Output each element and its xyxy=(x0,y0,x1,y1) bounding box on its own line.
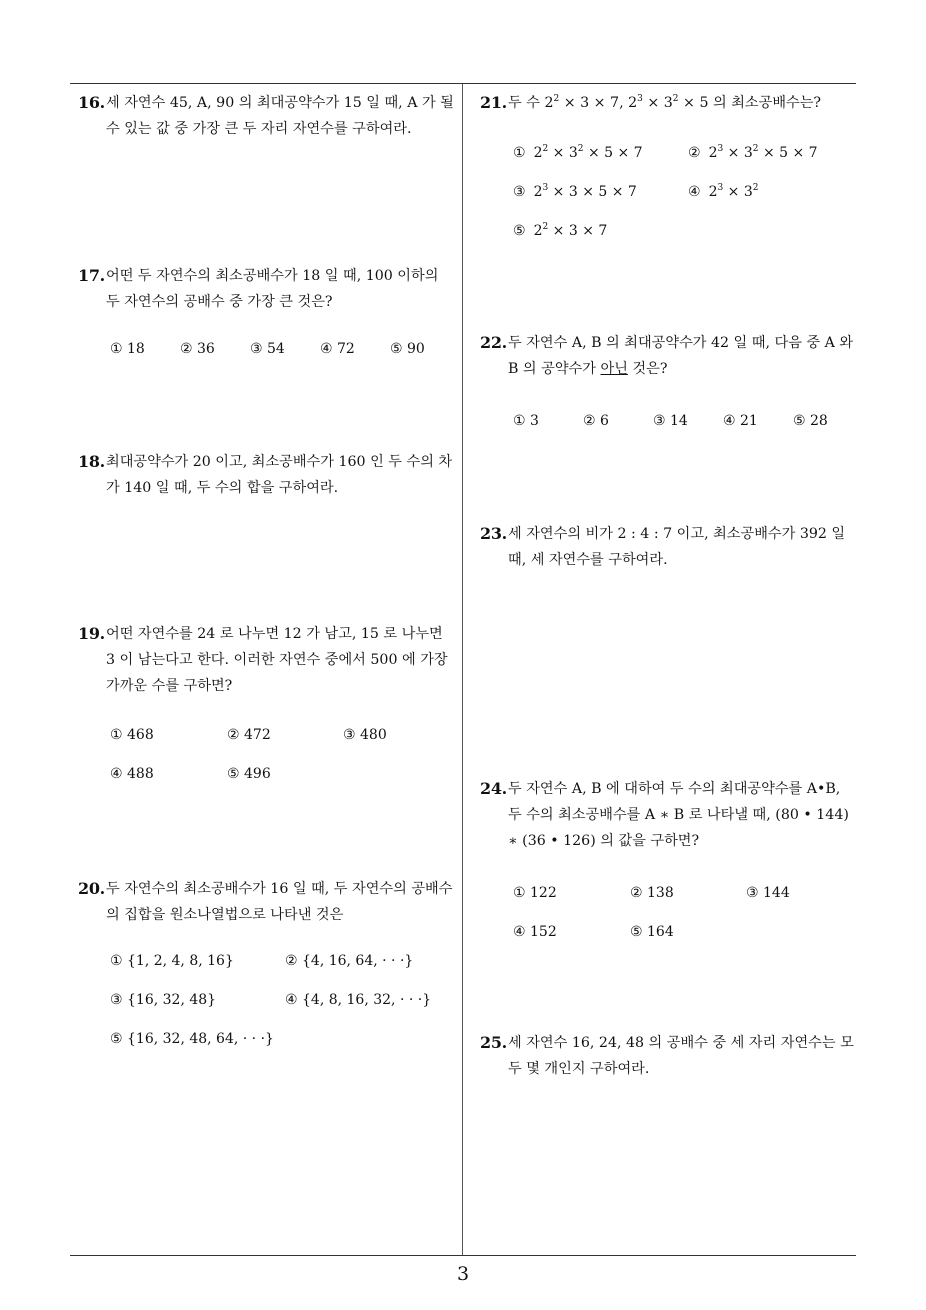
choice-4[interactable]: ④ 72 xyxy=(320,341,355,357)
question-number: 16. xyxy=(78,93,105,112)
choice-1[interactable]: ① 18 xyxy=(110,341,145,357)
column-divider xyxy=(462,84,463,1256)
top-rule xyxy=(70,83,856,84)
choice-3[interactable]: ③ 14 xyxy=(653,413,688,429)
question-22 xyxy=(480,330,858,382)
question-number: 21. xyxy=(480,93,507,112)
choice-5[interactable]: ⑤ $2^2 \times 3 \times 7$ xyxy=(513,222,608,239)
choice-4[interactable]: ④ $2^3 \times 3^2$ xyxy=(688,183,759,200)
choice-5[interactable]: ⑤ 28 xyxy=(793,413,828,429)
question-16 xyxy=(78,90,456,142)
choice-1[interactable]: ① $2^2 \times 3^2 \times 5 \times 7$ xyxy=(513,144,643,161)
choice-2[interactable]: ② $2^3 \times 3^2 \times 5 \times 7$ xyxy=(688,144,818,161)
choice-2[interactable]: ② 6 xyxy=(583,413,609,429)
question-number: 17. xyxy=(78,266,105,285)
question-text: 두 자연수 A, B 의 최대공약수가 42 일 때, 다음 중 A 와 B 의 공약수가 아닌 것은? xyxy=(508,335,854,377)
question-24 xyxy=(480,776,858,854)
choice-1[interactable]: ① 122 xyxy=(513,885,557,901)
question-number: 20. xyxy=(78,879,105,898)
question-18 xyxy=(78,449,456,501)
choice-2[interactable]: ② 138 xyxy=(630,885,674,901)
choice-4[interactable]: ④ 488 xyxy=(110,766,154,782)
choice-1[interactable]: ① 468 xyxy=(110,727,154,743)
question-number: 18. xyxy=(78,452,105,471)
question-21 xyxy=(480,90,858,116)
question-text: 최대공약수가 20 이고, 최소공배수가 160 인 두 수의 차가 140 일 때, 두 수의 합을 구하여라. xyxy=(106,454,453,496)
question-text: 어떤 두 자연수의 최소공배수가 18 일 때, 100 이하의 두 자연수의 공배수 중 가장 큰 것은? xyxy=(106,268,439,310)
question-17 xyxy=(78,263,456,315)
question-text: 세 자연수의 비가 2 : 4 : 7 이고, 최소공배수가 392 일 때, 세 자연수를 구하여라. xyxy=(508,526,846,568)
question-number: 25. xyxy=(480,1033,507,1052)
choice-3[interactable]: ③ 144 xyxy=(746,885,790,901)
choice-4[interactable]: ④ 152 xyxy=(513,924,557,940)
question-number: 19. xyxy=(78,624,105,643)
question-text: 두 수 $2^2 \times 3 \times 7$, $2^3 \times 3^2 \times 5$ 의 최소공배수는? xyxy=(508,94,822,111)
question-text: 어떤 자연수를 24 로 나누면 12 가 남고, 15 로 나누면 3 이 남는다고 한다. 이러한 자연수 중에서 500 에 가장 가까운 수를 구하면? xyxy=(106,626,448,694)
question-number: 24. xyxy=(480,779,507,798)
choice-5[interactable]: ⑤ 496 xyxy=(227,766,271,782)
page-number: 3 xyxy=(456,1263,470,1285)
choice-3[interactable]: ③ 480 xyxy=(343,727,387,743)
question-23 xyxy=(480,521,858,573)
choice-5[interactable]: ⑤ 90 xyxy=(390,341,425,357)
choice-1[interactable]: ① 3 xyxy=(513,413,539,429)
choice-3[interactable]: ③ 54 xyxy=(250,341,285,357)
question-19 xyxy=(78,621,456,699)
choice-2[interactable]: ② 472 xyxy=(227,727,271,743)
choice-2[interactable]: ② {4, 16, 64, · · ·} xyxy=(285,953,414,969)
choice-4[interactable]: ④ {4, 8, 16, 32, · · ·} xyxy=(285,992,432,1008)
question-number: 23. xyxy=(480,524,507,543)
question-25 xyxy=(480,1030,858,1082)
question-text: 두 자연수 A, B 에 대하여 두 수의 최대공약수를 A•B, 두 수의 최소공배수를 A ∗ B 로 나타낼 때, (80 • 144) ∗ (36 • 126) 의 값을 구하면? xyxy=(508,781,849,849)
choice-2[interactable]: ② 36 xyxy=(180,341,215,357)
choice-4[interactable]: ④ 21 xyxy=(723,413,758,429)
question-number: 22. xyxy=(480,333,507,352)
choice-3[interactable]: ③ $2^3 \times 3 \times 5 \times 7$ xyxy=(513,183,637,200)
choice-5[interactable]: ⑤ {16, 32, 48, 64, · · ·} xyxy=(110,1031,274,1047)
question-text: 두 자연수의 최소공배수가 16 일 때, 두 자연수의 공배수의 집합을 원소나열법으로 나타낸 것은 xyxy=(106,881,453,923)
underlined-word: 아닌 xyxy=(600,361,628,377)
choice-1[interactable]: ① {1, 2, 4, 8, 16} xyxy=(110,953,234,969)
bottom-rule xyxy=(70,1255,856,1256)
question-20 xyxy=(78,876,456,928)
question-text: 세 자연수 16, 24, 48 의 공배수 중 세 자리 자연수는 모두 몇 개인지 구하여라. xyxy=(508,1035,854,1077)
choice-3[interactable]: ③ {16, 32, 48} xyxy=(110,992,217,1008)
question-text: 세 자연수 45, A, 90 의 최대공약수가 15 일 때, A 가 될 수 있는 값 중 가장 큰 두 자리 자연수를 구하여라. xyxy=(106,95,454,137)
choice-5[interactable]: ⑤ 164 xyxy=(630,924,674,940)
